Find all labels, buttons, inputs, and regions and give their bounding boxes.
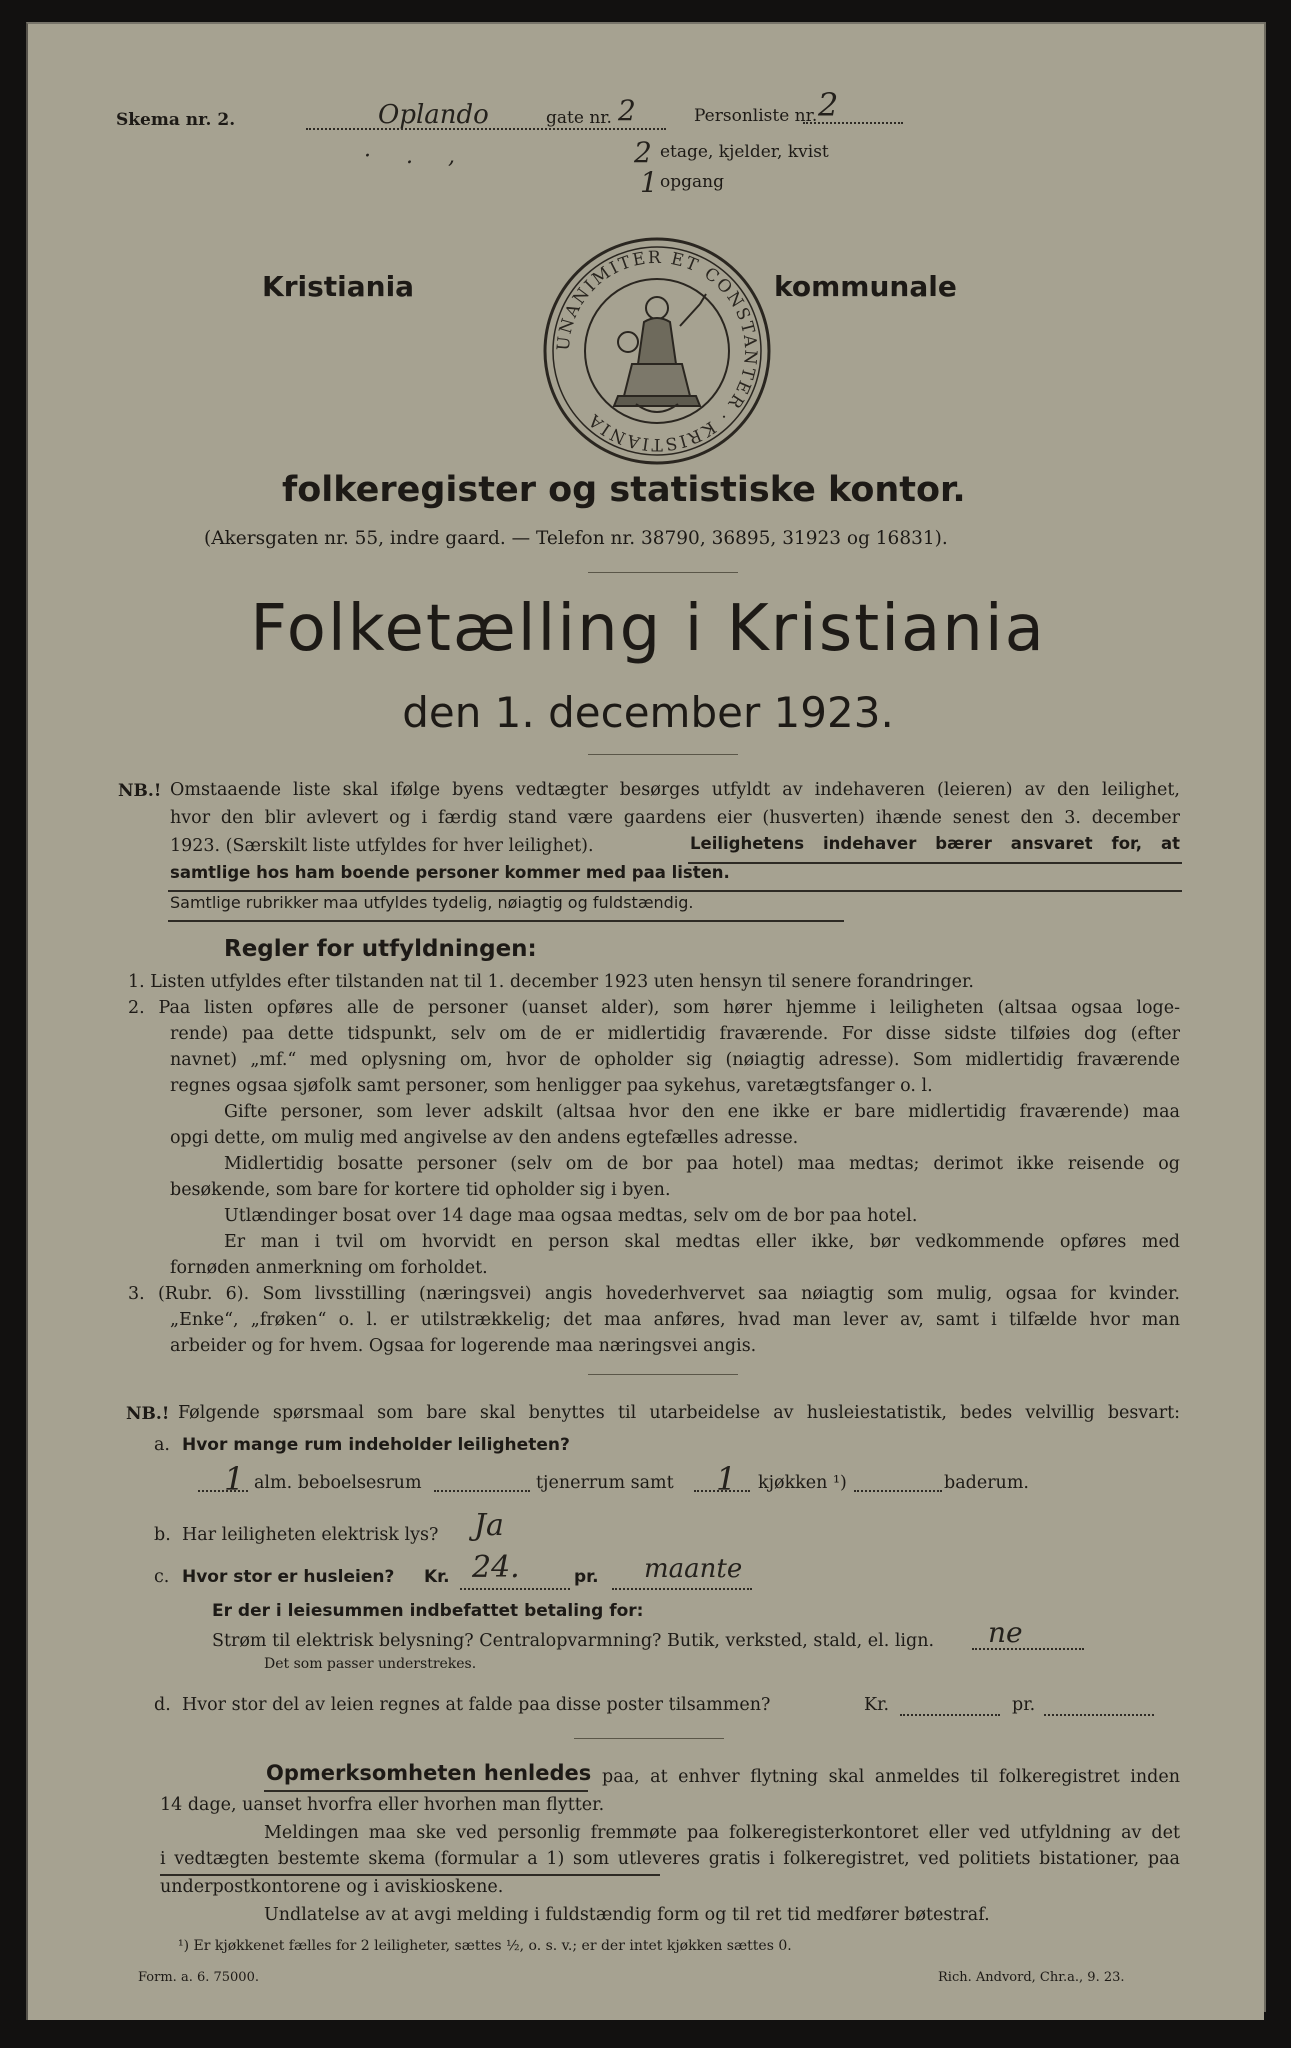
rule-line: 1. Listen utfyldes efter tilstanden nat til 1. december 1923 uten hensyn til senere forandringer.: [128, 972, 974, 992]
personliste-label: Personliste nr.: [694, 106, 818, 126]
etage-handwritten: 2: [634, 136, 652, 169]
question-d: Hvor stor del av leien regnes at falde paa disse poster tilsammen?: [182, 1695, 771, 1715]
personliste-line: [803, 122, 903, 124]
nb1-line4: samtlige hos ham boende personer kommer med paa listen.: [170, 863, 730, 882]
rule-line: regnes ogsaa sjøfolk samt personer, som henligger paa sykehus, varetægtsfanger o. l.: [170, 1076, 933, 1096]
question-a: Hvor mange rum indeholder leiligheten?: [182, 1435, 570, 1455]
nb2-intro: Følgende spørsmaal som bare skal benyttes til utarbeidelse av husleiestatistik, bedes velvillig besvart:: [178, 1403, 1180, 1423]
street-name-handwritten: Oplando: [378, 100, 489, 130]
included-line: [972, 1648, 1084, 1650]
servant-rooms-label: tjenerrum samt: [536, 1473, 674, 1493]
question-c-label: c.: [154, 1567, 170, 1587]
gate-label: gate nr.: [546, 108, 612, 128]
gate-number-handwritten: 2: [618, 94, 636, 127]
nb1-line5: Samtlige rubrikker maa utfyldes tydelig, nøiagtig og fuldstændig.: [170, 893, 694, 912]
share-kr: Kr.: [864, 1695, 890, 1715]
notice-line4: i vedtægten bestemte skema (formular a 1) som utleveres gratis i folkeregistret, ved politiets bistationer, paa: [160, 1849, 1180, 1869]
kitchen-label: kjøkken ¹): [758, 1473, 847, 1493]
census-form-page: [26, 22, 1264, 2020]
nb1-label: NB.!: [118, 781, 162, 801]
rules-heading: Regler for utfyldningen:: [224, 936, 537, 962]
notice-line2: 14 dage, uanset hvorfra eller hvorhen man flytter.: [160, 1795, 605, 1815]
rule-line: besøkende, som bare for kortere tid opholder sig i byen.: [170, 1180, 671, 1200]
office-name: folkeregister og statistiske kontor.: [282, 470, 966, 510]
office-address: (Akersgaten nr. 55, indre gaard. — Telefon nr. 38790, 36895, 31923 og 16831).: [204, 528, 948, 549]
form-number: Form. a. 6. 75000.: [138, 1970, 259, 1985]
underline: [168, 920, 844, 922]
kitchen-line: [694, 1490, 750, 1492]
share-amount-line: [900, 1714, 1000, 1716]
opgang-handwritten: 1: [640, 166, 658, 199]
printer-credit: Rich. Andvord, Chr.a., 9. 23.: [938, 1970, 1125, 1985]
divider: [588, 572, 738, 573]
rent-kr: Kr.: [424, 1567, 450, 1587]
divider: [574, 1738, 724, 1739]
nb1-line1: Omstaaende liste skal ifølge byens vedtægter besørges utfyldt av indehaveren (leieren) av den leilighet,: [170, 780, 1180, 800]
city-seal: [540, 234, 774, 468]
notice-line1: paa, at enhver flytning skal anmeldes til folkeregistret inden: [602, 1767, 1180, 1787]
rent-period-line: [612, 1588, 752, 1590]
office-right-word: kommunale: [774, 270, 957, 303]
share-pr: pr.: [1012, 1695, 1036, 1715]
rule-line: rende) paa dette tidspunkt, selv om de er midlertidig fraværende. For disse sidste tilføies dog (efter: [170, 1024, 1180, 1044]
bath-line: [854, 1490, 942, 1492]
question-c: Hvor stor er husleien?: [182, 1567, 395, 1587]
rent-period-handwritten: maante: [644, 1554, 743, 1584]
rooms-line: [198, 1490, 248, 1492]
included-heading: Er der i leiesummen indbefattet betaling for:: [212, 1601, 644, 1621]
electric-light-answer-handwritten: Ja: [474, 1508, 504, 1543]
opgang-label: opgang: [660, 172, 724, 192]
question-b-label: b.: [154, 1525, 171, 1545]
question-d-label: d.: [154, 1695, 171, 1715]
bath-label: baderum.: [944, 1473, 1029, 1493]
rule-line: 3. (Rubr. 6). Som livsstilling (næringsvei) angis hovederhvervet saa nøiagtig som mulig, ogsaa for kvinder.: [128, 1284, 1180, 1304]
rule-line: Utlændinger bosat over 14 dage maa ogsaa medtas, selv om de bor paa hotel.: [224, 1206, 918, 1226]
share-period-line: [1044, 1714, 1154, 1716]
servant-rooms-line: [434, 1490, 530, 1492]
street-name-line: [306, 128, 666, 130]
rule-line: Er man i tvil om hvorvidt en person skal medtas eller ikke, bør vedkommende opføres med: [224, 1232, 1180, 1252]
included-answer-handwritten: ne: [988, 1616, 1023, 1649]
etage-label: etage, kjelder, kvist: [660, 142, 829, 162]
included-items: Strøm til elektrisk belysning? Centralopvarmning? Butik, verksted, stald, el. lign.: [212, 1631, 935, 1651]
seal-ring-text: UNANIMITER ET CONSTANTER · KRISTIANIA: [553, 247, 761, 455]
rooms-label: alm. beboelsesrum: [254, 1473, 422, 1493]
census-date: den 1. december 1923.: [402, 688, 894, 737]
skema-number: Skema nr. 2.: [116, 110, 236, 130]
census-title: Folketælling i Kristiania: [250, 592, 1046, 666]
corner-marks: · . ,: [364, 144, 469, 169]
office-left-word: Kristiania: [262, 270, 415, 303]
rule-line: Midlertidig bosatte personer (selv om de bor paa hotel) maa medtas; derimot ikke reisende og: [224, 1154, 1180, 1174]
question-a-label: a.: [154, 1435, 170, 1455]
rent-pr: pr.: [574, 1567, 599, 1587]
rule-line: navnet) „mf.“ med oplysning om, hvor de opholder sig (nøiagtig adresse). Som midlertidig fraværende: [170, 1050, 1180, 1070]
footnote: ¹) Er kjøkkenet fælles for 2 leiligheter, sættes ½, o. s. v.; er der intet kjøkken sættes 0.: [178, 1938, 792, 1954]
underline: [688, 862, 1182, 864]
nb1-line2: hvor den blir avlevert og i færdig stand være gaardens eier (husverten) ihænde senest den 3. december: [170, 808, 1180, 828]
nb2-label: NB.!: [126, 1404, 170, 1424]
underline-note: Det som passer understrekes.: [264, 1656, 477, 1672]
notice-line3: Meldingen maa ske ved personlig fremmøte paa folkeregisterkontoret eller ved utfyldning av det: [264, 1823, 1180, 1843]
divider: [588, 754, 738, 755]
personliste-number-handwritten: 2: [818, 86, 839, 124]
rule-line: arbeider og for hvem. Ogsaa for logerende maa næringsvei angis.: [170, 1336, 757, 1356]
rule-line: fornøden anmerkning om forholdet.: [170, 1258, 488, 1278]
nb1-responsibility: Leilighetens indehaver bærer ansvaret for, at: [690, 834, 1180, 853]
divider: [588, 1374, 738, 1375]
notice-line6: Undlatelse av at avgi melding i fuldstændig form og til ret tid medfører bøtestraf.: [264, 1905, 990, 1925]
nb1-line3a: 1923. (Særskilt liste utfyldes for hver leilighet).: [170, 836, 594, 856]
rule-line: opgi dette, om mulig med angivelse av den andens egtefælles adresse.: [170, 1128, 799, 1148]
notice-heading: Opmerksomheten henledes: [266, 1761, 592, 1785]
rule-line: „Enke“, „frøken“ o. l. er utilstrækkelig; det maa anføres, hvad man lever av, samt i tilfælde hvor man: [170, 1310, 1180, 1330]
rent-amount-line: [460, 1588, 570, 1590]
kitchen-handwritten: 1: [716, 1460, 737, 1498]
rule-line: Gifte personer, som lever adskilt (altsaa hvor den ene ikke er bare midlertidig fraværende) maa: [224, 1102, 1180, 1122]
rule-line: 2. Paa listen opføres alle de personer (uanset alder), som hører hjemme i leiligheten (altsaa ogsaa loge-: [128, 998, 1180, 1018]
rent-amount-handwritten: 24.: [472, 1550, 520, 1585]
question-b: Har leiligheten elektrisk lys?: [182, 1525, 439, 1545]
notice-line5: underpostkontorene og i aviskioskene.: [160, 1877, 504, 1897]
rooms-handwritten: 1: [224, 1460, 245, 1498]
